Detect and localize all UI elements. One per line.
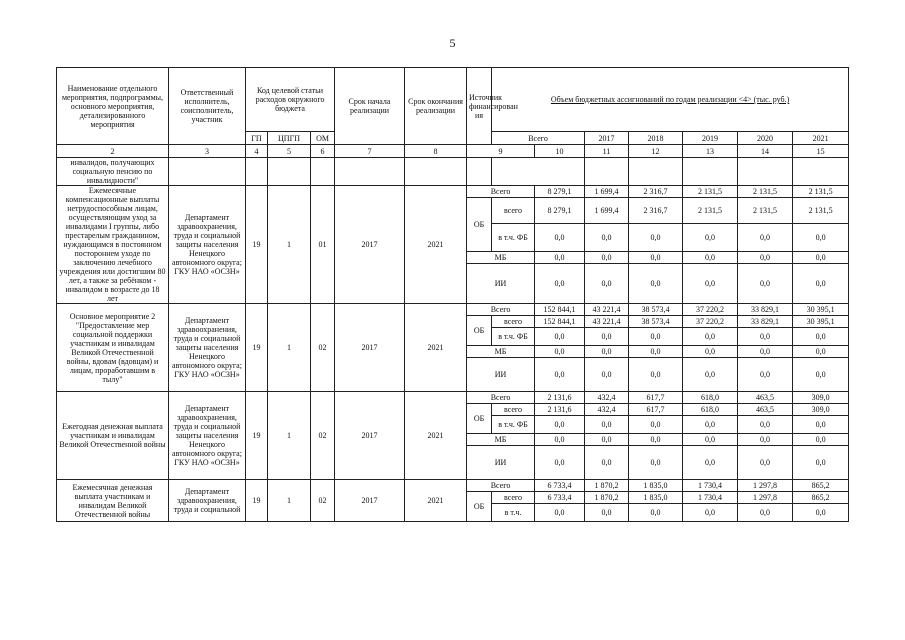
- header-year: 2018: [629, 132, 683, 145]
- amount: 0,0: [738, 446, 793, 480]
- amount: 617,7: [629, 404, 683, 416]
- source-mb: МБ: [467, 252, 535, 264]
- start-year: 2017: [335, 392, 405, 480]
- measure-name: Основное мероприятие 2 "Предоставление мер социальной поддержки участникам и инвалидам Великой Отечественной войны, вдовам (вдовцам) и лицам, проработавшим в тылу": [57, 304, 169, 392]
- amount: 865,2: [793, 492, 849, 504]
- column-number: 7: [335, 145, 405, 158]
- amount: 0,0: [793, 416, 849, 434]
- source-ii: ИИ: [467, 264, 535, 304]
- amount: 0,0: [793, 328, 849, 346]
- amount: 0,0: [793, 504, 849, 522]
- amount: 38 573,4: [629, 304, 683, 316]
- amount: 0,0: [535, 224, 585, 252]
- table-cell: [335, 158, 405, 186]
- amount: 0,0: [793, 358, 849, 392]
- amount: 0,0: [683, 252, 738, 264]
- amount: 0,0: [738, 346, 793, 358]
- header-start: Срок начала реализации: [335, 68, 405, 145]
- end-year: 2021: [405, 186, 467, 304]
- column-number: 8: [405, 145, 467, 158]
- amount: 1 835,0: [629, 480, 683, 492]
- amount: 617,7: [629, 392, 683, 404]
- header-name: Наименование отдельного мероприятия, подпрограммы, основного мероприятия, детализированного мероприятия: [57, 68, 169, 145]
- amount: 309,0: [793, 392, 849, 404]
- table-row: [57, 158, 849, 186]
- amount: 0,0: [793, 252, 849, 264]
- column-number: 4: [246, 145, 268, 158]
- code-gp: 19: [246, 480, 268, 522]
- page-number: 5: [449, 36, 456, 50]
- source-ob: ОБ: [467, 492, 492, 522]
- amount: 30 395,1: [793, 304, 849, 316]
- source-ii: ИИ: [467, 446, 535, 480]
- amount: 0,0: [793, 264, 849, 304]
- table-cell: [793, 158, 849, 186]
- table-cell: [467, 158, 492, 186]
- executor: Департамент здравоохранения, труда и социальной защиты населения Ненецкого автономного округа; ГКУ НАО «ОСЗН»: [169, 304, 246, 392]
- amount: 8 279,1: [535, 186, 585, 198]
- source-ob: ОБ: [467, 316, 492, 346]
- amount: 432,4: [585, 392, 629, 404]
- amount: 463,5: [738, 404, 793, 416]
- table-row: [57, 145, 849, 158]
- amount: 33 829,1: [738, 304, 793, 316]
- start-year: 2017: [335, 304, 405, 392]
- amount: 0,0: [585, 446, 629, 480]
- column-number: 14: [738, 145, 793, 158]
- amount: 0,0: [629, 346, 683, 358]
- header-year: 2021: [793, 132, 849, 145]
- amount: 0,0: [683, 264, 738, 304]
- column-number: 3: [169, 145, 246, 158]
- table-cell: [492, 158, 585, 186]
- source-ob-total: всего: [492, 316, 535, 328]
- amount: 0,0: [629, 416, 683, 434]
- code-gp: 19: [246, 186, 268, 304]
- header-source: Источник финансирован ия: [467, 68, 492, 145]
- amount: 0,0: [629, 328, 683, 346]
- amount: 309,0: [793, 404, 849, 416]
- executor: Департамент здравоохранения, труда и социальной защиты населения Ненецкого автономного округа; ГКУ НАО «ОСЗН»: [169, 392, 246, 480]
- amount: 37 220,2: [683, 316, 738, 328]
- amount: 0,0: [585, 328, 629, 346]
- amount: 1 835,0: [629, 492, 683, 504]
- amount: 0,0: [738, 328, 793, 346]
- amount: 1 699,4: [585, 186, 629, 198]
- column-number: 9: [467, 145, 535, 158]
- amount: 0,0: [535, 446, 585, 480]
- amount: 1 297,8: [738, 492, 793, 504]
- amount: 38 573,4: [629, 316, 683, 328]
- amount: 0,0: [585, 224, 629, 252]
- header-gp: ГП: [246, 132, 268, 145]
- table-row: [57, 304, 849, 316]
- header-end: Срок окончания реализации: [405, 68, 467, 145]
- code-cpgp: 1: [268, 392, 311, 480]
- continued-name: инвалидов, получающих социальную пенсию по инвалидности": [57, 158, 169, 186]
- amount: 2 131,5: [683, 198, 738, 224]
- table-cell: [585, 158, 629, 186]
- column-number: 2: [57, 145, 169, 158]
- amount: 0,0: [683, 504, 738, 522]
- code-gp: 19: [246, 392, 268, 480]
- amount: 0,0: [585, 504, 629, 522]
- table-cell: [683, 158, 738, 186]
- amount: 0,0: [738, 358, 793, 392]
- source-total: Всего: [467, 480, 535, 492]
- amount: 0,0: [683, 346, 738, 358]
- amount: 618,0: [683, 404, 738, 416]
- amount: 0,0: [585, 264, 629, 304]
- amount: 463,5: [738, 392, 793, 404]
- source-fb: в т.ч.: [492, 504, 535, 522]
- source-ob-total: всего: [492, 404, 535, 416]
- amount: 0,0: [535, 346, 585, 358]
- amount: 43 221,4: [585, 316, 629, 328]
- executor: Департамент здравоохранения, труда и социальной: [169, 480, 246, 522]
- amount: 2 131,5: [793, 198, 849, 224]
- source-total: Всего: [467, 392, 535, 404]
- amount: 1 730,4: [683, 480, 738, 492]
- amount: 0,0: [683, 446, 738, 480]
- amount: 1 297,8: [738, 480, 793, 492]
- header-budget: Объем бюджетных ассигнований по годам реализации <4> (тыс. руб.): [492, 68, 849, 132]
- header-om: ОМ: [311, 132, 335, 145]
- executor: Департамент здравоохранения, труда и социальной защиты населения Ненецкого автономного округа; ГКУ НАО «ОСЗН»: [169, 186, 246, 304]
- amount: 0,0: [629, 252, 683, 264]
- code-cpgp: 1: [268, 480, 311, 522]
- amount: 0,0: [738, 252, 793, 264]
- header-executor: Ответственный исполнитель, соисполнитель, участник: [169, 68, 246, 145]
- table-cell: [311, 158, 335, 186]
- amount: 0,0: [738, 434, 793, 446]
- amount: 0,0: [535, 434, 585, 446]
- measure-name: Ежемесячная денежная выплата участникам и инвалидам Великой Отечественной войны: [57, 480, 169, 522]
- amount: 0,0: [683, 224, 738, 252]
- amount: 1 870,2: [585, 480, 629, 492]
- source-fb: в т.ч. ФБ: [492, 224, 535, 252]
- amount: 1 730,4: [683, 492, 738, 504]
- amount: 0,0: [585, 346, 629, 358]
- source-ob: ОБ: [467, 198, 492, 252]
- code-cpgp: 1: [268, 186, 311, 304]
- table-cell: [246, 158, 268, 186]
- amount: 2 131,6: [535, 392, 585, 404]
- amount: 0,0: [629, 434, 683, 446]
- header-year: 2019: [683, 132, 738, 145]
- amount: 0,0: [585, 358, 629, 392]
- amount: 2 316,7: [629, 198, 683, 224]
- header-year: 2017: [585, 132, 629, 145]
- start-year: 2017: [335, 186, 405, 304]
- end-year: 2021: [405, 480, 467, 522]
- source-mb: МБ: [467, 346, 535, 358]
- amount: 30 395,1: [793, 316, 849, 328]
- header-year: 2020: [738, 132, 793, 145]
- source-ii: ИИ: [467, 358, 535, 392]
- amount: 152 844,1: [535, 316, 585, 328]
- start-year: 2017: [335, 480, 405, 522]
- amount: 1 699,4: [585, 198, 629, 224]
- amount: 0,0: [738, 224, 793, 252]
- end-year: 2021: [405, 392, 467, 480]
- amount: 2 316,7: [629, 186, 683, 198]
- source-ob: ОБ: [467, 404, 492, 434]
- code-om: 02: [311, 304, 335, 392]
- column-number: 5: [268, 145, 311, 158]
- amount: 2 131,6: [535, 404, 585, 416]
- column-number: 13: [683, 145, 738, 158]
- amount: 0,0: [683, 328, 738, 346]
- amount: 152 844,1: [535, 304, 585, 316]
- amount: 0,0: [535, 252, 585, 264]
- amount: 0,0: [738, 264, 793, 304]
- amount: 6 733,4: [535, 492, 585, 504]
- amount: 0,0: [793, 224, 849, 252]
- amount: 0,0: [629, 264, 683, 304]
- amount: 0,0: [535, 358, 585, 392]
- amount: 865,2: [793, 480, 849, 492]
- source-fb: в т.ч. ФБ: [492, 416, 535, 434]
- amount: 0,0: [629, 446, 683, 480]
- amount: 0,0: [535, 264, 585, 304]
- end-year: 2021: [405, 304, 467, 392]
- amount: 0,0: [535, 416, 585, 434]
- table-cell: [405, 158, 467, 186]
- header-code: Код целевой статьи расходов окружного бюджета: [246, 68, 335, 132]
- amount: 0,0: [629, 358, 683, 392]
- table-cell: [738, 158, 793, 186]
- table-row: [57, 68, 849, 132]
- amount: 0,0: [535, 328, 585, 346]
- table-row: [57, 480, 849, 492]
- amount: 0,0: [629, 504, 683, 522]
- amount: 33 829,1: [738, 316, 793, 328]
- amount: 2 131,5: [793, 186, 849, 198]
- amount: 2 131,5: [738, 198, 793, 224]
- table-row: [57, 392, 849, 404]
- source-ob-total: всего: [492, 492, 535, 504]
- measure-name: Ежемесячные компенсационные выплаты нетрудоспособным лицам, осуществляющим уход за инвалидами I группы, либо престарелым гражданином, нуждающимся в постоянном постороннем уходе по заключению лечебного учреждения или достигшим 80 лет, а также за ребёнком - инвалидом в возрасте до 18 лет: [57, 186, 169, 304]
- column-number: 10: [535, 145, 585, 158]
- amount: 0,0: [585, 252, 629, 264]
- measure-name: Ежегодная денежная выплата участникам и инвалидам Великой Отечественной войны: [57, 392, 169, 480]
- table-cell: [268, 158, 311, 186]
- amount: 0,0: [683, 358, 738, 392]
- amount: 2 131,5: [738, 186, 793, 198]
- code-cpgp: 1: [268, 304, 311, 392]
- amount: 618,0: [683, 392, 738, 404]
- amount: 0,0: [585, 416, 629, 434]
- amount: 37 220,2: [683, 304, 738, 316]
- code-om: 01: [311, 186, 335, 304]
- amount: 0,0: [585, 434, 629, 446]
- amount: 432,4: [585, 404, 629, 416]
- amount: 8 279,1: [535, 198, 585, 224]
- header-year: Всего: [492, 132, 585, 145]
- amount: 0,0: [683, 434, 738, 446]
- column-number: 6: [311, 145, 335, 158]
- table-cell: [629, 158, 683, 186]
- amount: 1 870,2: [585, 492, 629, 504]
- column-number: 15: [793, 145, 849, 158]
- source-ob-total: всего: [492, 198, 535, 224]
- column-number: 12: [629, 145, 683, 158]
- source-total: Всего: [467, 304, 535, 316]
- source-fb: в т.ч. ФБ: [492, 328, 535, 346]
- header-cpgp: ЦПГП: [268, 132, 311, 145]
- amount: 0,0: [535, 504, 585, 522]
- budget-table: [56, 67, 849, 522]
- table-row: [57, 186, 849, 198]
- amount: 0,0: [738, 416, 793, 434]
- table-cell: [169, 158, 246, 186]
- amount: 0,0: [793, 434, 849, 446]
- amount: 0,0: [738, 504, 793, 522]
- source-mb: МБ: [467, 434, 535, 446]
- code-om: 02: [311, 480, 335, 522]
- source-total: Всего: [467, 186, 535, 198]
- amount: 0,0: [793, 446, 849, 480]
- code-gp: 19: [246, 304, 268, 392]
- amount: 0,0: [793, 346, 849, 358]
- amount: 2 131,5: [683, 186, 738, 198]
- amount: 6 733,4: [535, 480, 585, 492]
- amount: 43 221,4: [585, 304, 629, 316]
- column-number: 11: [585, 145, 629, 158]
- code-om: 02: [311, 392, 335, 480]
- amount: 0,0: [683, 416, 738, 434]
- amount: 0,0: [629, 224, 683, 252]
